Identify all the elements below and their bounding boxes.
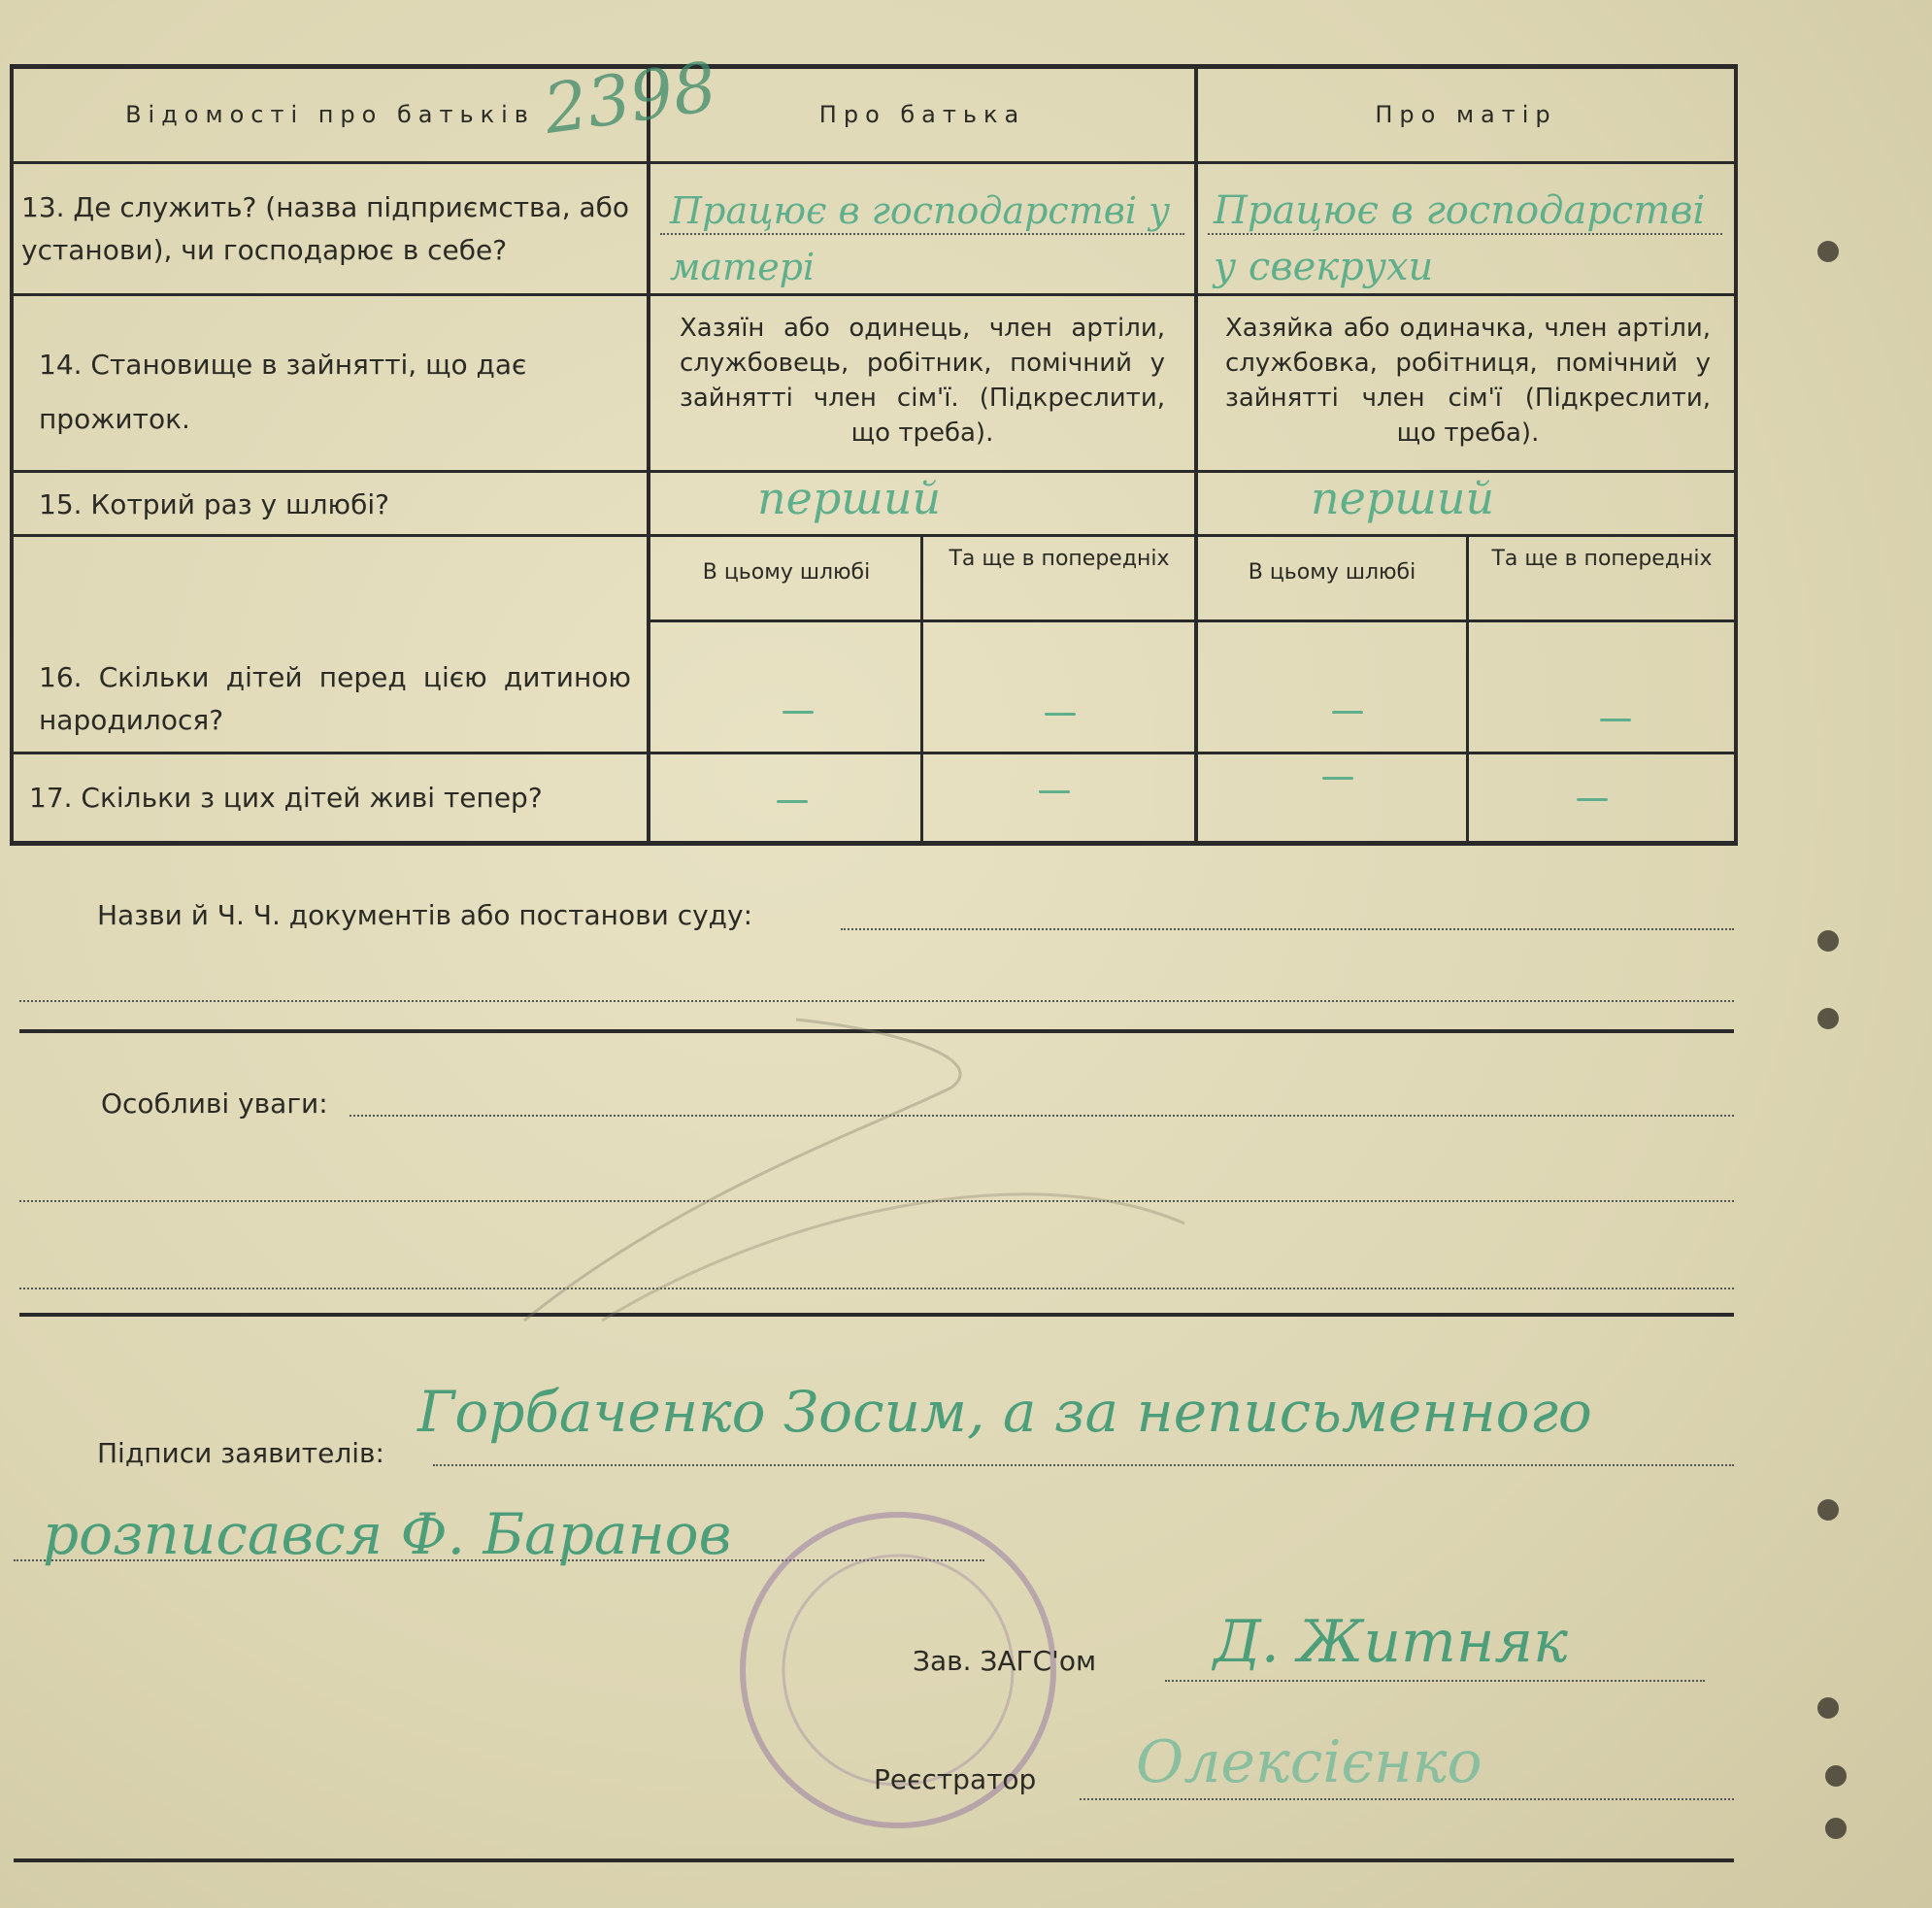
bottom-rule	[14, 1858, 1734, 1862]
registrar-signature: Олексієнко	[1136, 1728, 1482, 1796]
col-divider-2	[1194, 64, 1198, 846]
q16-dash-4	[1600, 719, 1631, 721]
table-top-border	[10, 64, 1738, 69]
q14-father-options: Хазяїн або одинець, член артіли, службовець, робітник, помічний у зайнятті член сім'ї. (Підкреслити, що треба).	[680, 314, 1165, 448]
col-divider-1	[647, 64, 650, 846]
table-right-border	[1734, 64, 1738, 846]
signatures-line-1	[433, 1464, 1734, 1466]
binding-hole	[1817, 1008, 1839, 1029]
table-left-border	[10, 64, 14, 846]
row-sep-16-sub	[650, 619, 1738, 622]
registrar-label: Реєстратор	[874, 1763, 1037, 1795]
q16-label: 16. Скільки дітей перед цією дитиною народилося?	[39, 661, 631, 736]
table-bottom-border	[10, 841, 1738, 846]
q17-dash-2	[1039, 790, 1070, 793]
q15-mother-answer: перший	[1311, 472, 1495, 524]
signatures-label: Підписи заявителів:	[97, 1437, 384, 1469]
head-signature: Д. Житняк	[1214, 1608, 1568, 1676]
head-label: Зав. ЗАГС'ом	[913, 1645, 1097, 1677]
row-sep-header	[10, 161, 1738, 164]
binding-hole	[1825, 1765, 1847, 1787]
q17-dash-4	[1577, 798, 1608, 801]
registrar-line	[1080, 1798, 1734, 1800]
documents-label: Назви й Ч. Ч. документів або постанови суду:	[97, 899, 753, 931]
q16-dash-2	[1045, 713, 1076, 716]
row-sep-16	[10, 752, 1738, 754]
q13-mother-line	[1208, 233, 1722, 235]
q13-mother-answer: Працює в господарстві у свекрухи	[1214, 188, 1706, 289]
binding-hole	[1817, 1697, 1839, 1719]
header-father: Про батька	[818, 101, 1026, 128]
binding-hole	[1817, 930, 1839, 952]
q16-dash-1	[783, 711, 814, 714]
row-sep-15	[10, 534, 1738, 537]
signatures-hand-1: Горбаченко Зосим, а за неписьменного	[417, 1379, 1592, 1445]
q16-mother-this-marriage: В цьому шлюбі	[1248, 560, 1416, 585]
q16-mother-previous: Та ще в попередніх	[1491, 547, 1713, 571]
q16-dash-3	[1332, 711, 1363, 714]
q13-father-answer: Працює в господарстві у матері	[670, 189, 1171, 288]
archive-number: 2398	[539, 47, 721, 150]
q14-mother-options: Хазяйка або одиначка, член артіли, службовка, робітниця, помічний у зайнятті член сім'ї (Підкреслити, що треба).	[1225, 314, 1711, 448]
q17-label: 17. Скільки з цих дітей живі тепер?	[29, 782, 543, 814]
cancel-stroke	[485, 1000, 1223, 1330]
binding-hole	[1825, 1818, 1847, 1839]
q13-father-line	[660, 233, 1184, 235]
col-divider-father-sub	[920, 534, 923, 846]
q15-father-answer: перший	[757, 472, 942, 524]
binding-hole	[1817, 241, 1839, 262]
q15-label: 15. Котрий раз у шлюбі?	[39, 488, 390, 520]
documents-line-1	[841, 928, 1734, 930]
col-divider-mother-sub	[1466, 534, 1469, 846]
head-line	[1165, 1680, 1705, 1682]
q16-father-this-marriage: В цьому шлюбі	[702, 560, 871, 585]
binding-hole	[1817, 1499, 1839, 1521]
header-parents: Відомості про батьків	[125, 101, 535, 128]
q17-dash-1	[777, 800, 808, 803]
q16-father-previous: Та ще в попередніх	[949, 547, 1170, 571]
notes-label: Особливі уваги:	[101, 1088, 328, 1120]
header-mother: Про матір	[1375, 101, 1557, 128]
q13-label: 13. Де служить? (назва підприємства, або установи), чи господарює в себе?	[21, 191, 630, 266]
signatures-hand-2: розписався Ф. Баранов	[43, 1501, 732, 1567]
q14-label: 14. Становище в зайнятті, що дає прожиток.	[39, 349, 527, 435]
q17-dash-3	[1322, 777, 1353, 780]
